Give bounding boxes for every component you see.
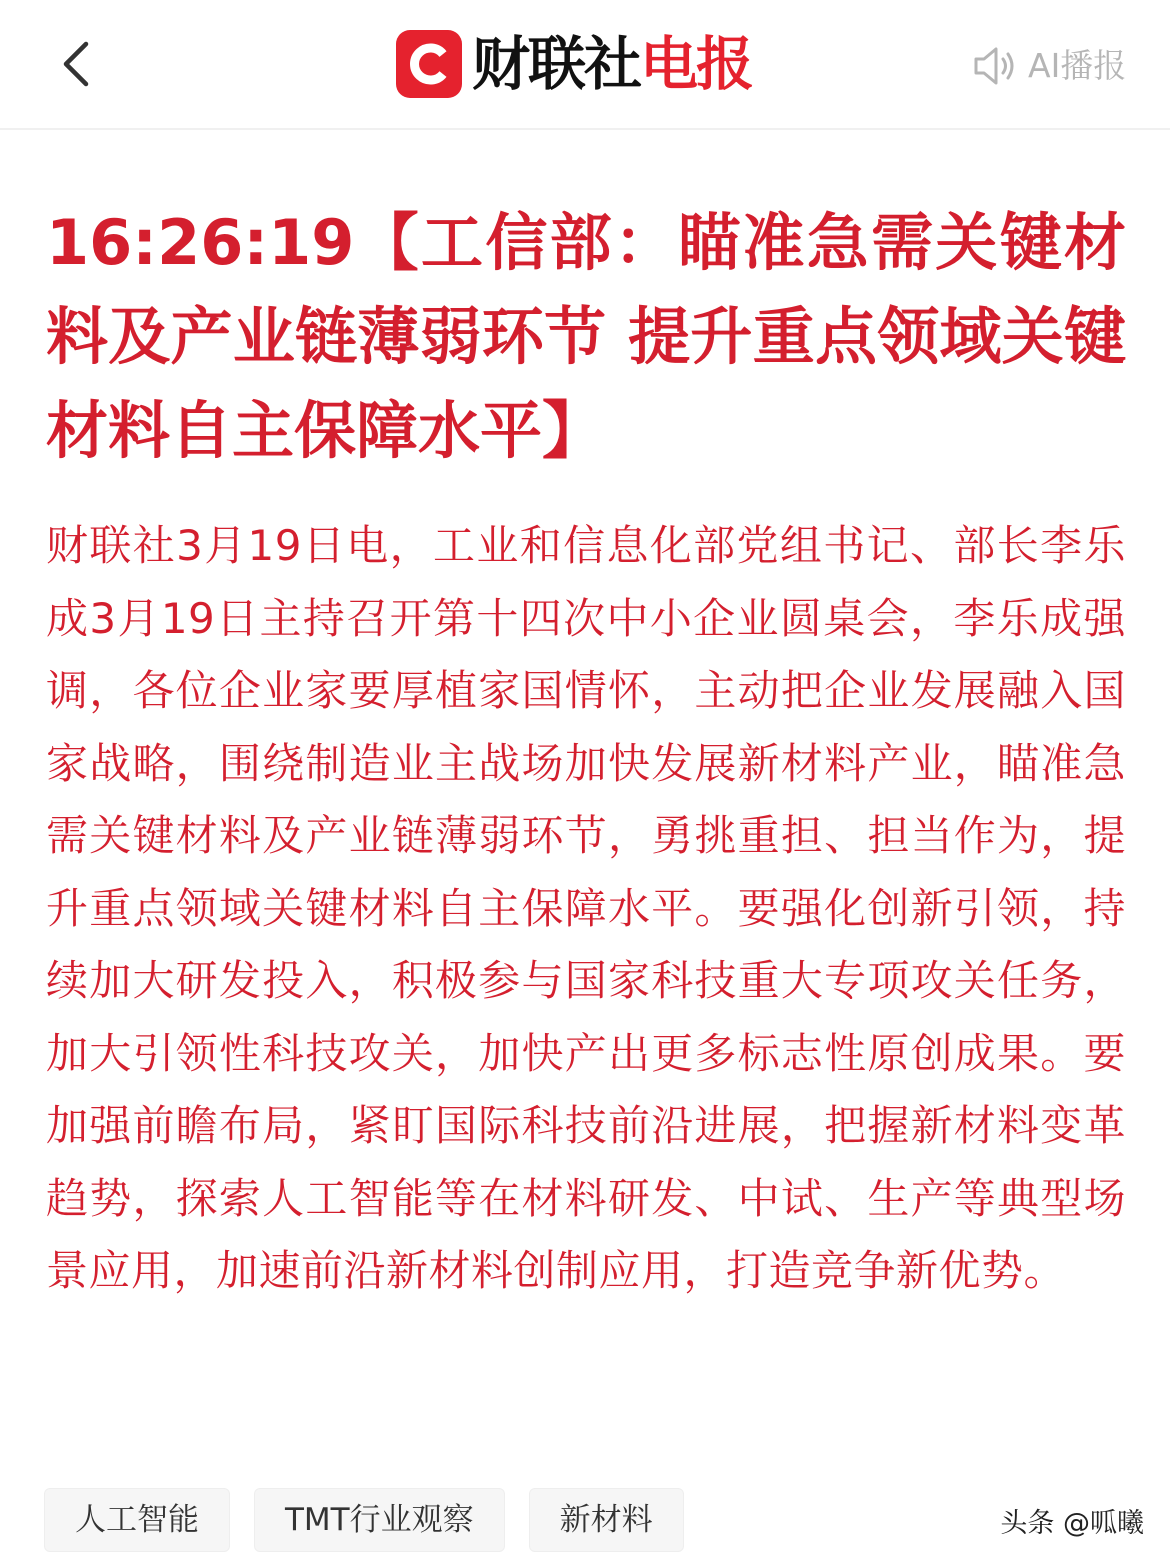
chevron-left-icon bbox=[52, 36, 102, 92]
speaker-icon bbox=[970, 44, 1018, 88]
article-body: 财联社3月19日电，工业和信息化部党组书记、部长李乐成3月19日主持召开第十四次中小企业圆桌会，李乐成强调，各位企业家要厚植家国情怀，主动把企业发展融入国家战略，围绕制造业主战场加快发展新材料产业，瞄准急需关键材料及产业链薄弱环节，勇挑重担、担当作为，提升重点领域关键材料自主保障水平。要强化创新引领，持续加大研发投入，积极参与国家科技重大专项攻关任务，加大引领性科技攻关，加快产出更多标志性原创成果。要加强前瞻布局，紧盯国际科技前沿进展，把握新材料变革趋势，探索人工智能等在材料研发、中试、生产等典型场景应用，加速前沿新材料创制应用，打造竞争新优势。 bbox=[46, 521, 1126, 1295]
tag-tmt-industry-watch[interactable]: TMT行业观察 bbox=[254, 1488, 505, 1552]
brand-suffix: 电报 bbox=[640, 30, 753, 98]
ai-broadcast-label: AI播报 bbox=[1028, 46, 1127, 85]
brand-logo bbox=[396, 28, 752, 100]
back-button[interactable] bbox=[52, 36, 102, 92]
tag-list bbox=[44, 1488, 684, 1552]
cailianshe-logo-icon bbox=[396, 30, 462, 98]
article-headline: 16:26:19【工信部：瞄准急需关键材料及产业链薄弱环节 提升重点领域关键材料自主保障水平】 bbox=[46, 206, 1126, 467]
ai-broadcast-button[interactable] bbox=[970, 38, 1126, 94]
brand-name: 财联社 bbox=[472, 30, 641, 98]
tag-artificial-intelligence[interactable]: 人工智能 bbox=[44, 1488, 230, 1552]
watermark: 头条 @呱曦 bbox=[1000, 1508, 1144, 1539]
tag-new-materials[interactable]: 新材料 bbox=[529, 1488, 684, 1552]
top-navigation-bar bbox=[0, 0, 1170, 130]
